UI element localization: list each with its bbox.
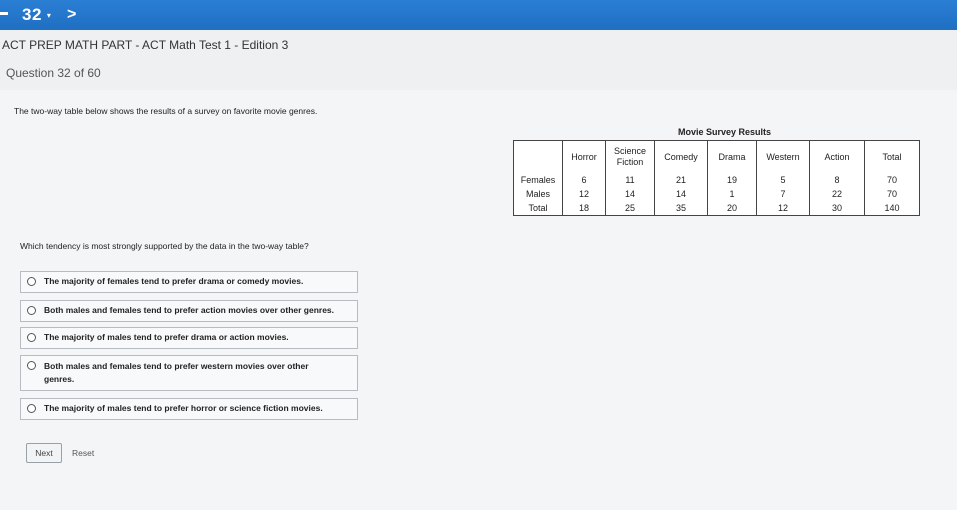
- column-header: Science Fiction: [606, 141, 655, 174]
- answer-option-label: Both males and females tend to prefer action movies over other genres.: [44, 305, 335, 315]
- two-way-table: [513, 140, 920, 216]
- question-progress: Question 32 of 60: [6, 66, 101, 80]
- table-cell: 18: [563, 201, 606, 216]
- table-cell: 6: [563, 173, 606, 187]
- assignment-header: [0, 30, 957, 90]
- column-header: Total: [865, 141, 920, 174]
- column-header: Western: [757, 141, 810, 174]
- answer-option-a[interactable]: [20, 271, 358, 293]
- radio-icon[interactable]: [27, 404, 36, 413]
- table-cell: 19: [708, 173, 757, 187]
- table-cell: 30: [810, 201, 865, 216]
- table-cell: 70: [865, 173, 920, 187]
- question-prompt: The two-way table below shows the results of a survey on favorite movie genres.: [14, 106, 318, 116]
- table-title: Movie Survey Results: [678, 127, 772, 137]
- answer-option-label: The majority of males tend to prefer drama or action movies.: [44, 332, 289, 342]
- table-cell: 25: [606, 201, 655, 216]
- table-cell: 140: [865, 201, 920, 216]
- answer-option-b[interactable]: [20, 300, 358, 322]
- table-corner-cell: [514, 141, 563, 174]
- reset-button[interactable]: Reset: [72, 448, 95, 458]
- row-label: Females: [514, 173, 563, 187]
- answer-option-label: The majority of females tend to prefer drama or comedy movies.: [44, 276, 304, 286]
- table-cell: 70: [865, 187, 920, 201]
- top-nav-bar: [0, 0, 957, 30]
- row-label: Males: [514, 187, 563, 201]
- answer-option-e[interactable]: [20, 398, 358, 420]
- radio-icon[interactable]: [27, 333, 36, 342]
- table-cell: 1: [708, 187, 757, 201]
- column-header: Drama: [708, 141, 757, 174]
- table-cell: 35: [655, 201, 708, 216]
- table-cell: 22: [810, 187, 865, 201]
- table-cell: 14: [606, 187, 655, 201]
- answer-option-d[interactable]: [20, 355, 358, 391]
- table-cell: 5: [757, 173, 810, 187]
- answer-option-label: Both males and females tend to prefer western movies over other genres.: [44, 361, 309, 384]
- answer-option-label: The majority of males tend to prefer horror or science fiction movies.: [44, 403, 323, 413]
- radio-icon[interactable]: [27, 306, 36, 315]
- next-button[interactable]: Next: [26, 443, 62, 463]
- table-cell: 14: [655, 187, 708, 201]
- column-header: Action: [810, 141, 865, 174]
- next-question-arrow-icon[interactable]: >: [66, 6, 77, 23]
- column-header: Comedy: [655, 141, 708, 174]
- column-header: Horror: [563, 141, 606, 174]
- answer-option-c[interactable]: [20, 327, 358, 349]
- radio-icon[interactable]: [27, 277, 36, 286]
- back-indicator-icon[interactable]: [0, 12, 8, 15]
- table-cell: 7: [757, 187, 810, 201]
- table-cell: 21: [655, 173, 708, 187]
- table-cell: 20: [708, 201, 757, 216]
- course-title: ACT PREP MATH PART - ACT Math Test 1 - Edition 3: [2, 38, 289, 52]
- radio-icon[interactable]: [27, 361, 36, 370]
- table-row: [514, 173, 920, 187]
- question-content: [0, 90, 957, 510]
- table-cell: 8: [810, 173, 865, 187]
- question-number[interactable]: 32: [22, 5, 42, 24]
- question-text: Which tendency is most strongly supported by the data in the two-way table?: [20, 241, 309, 251]
- table-cell: 12: [563, 187, 606, 201]
- chevron-down-icon[interactable]: ▾: [46, 10, 51, 20]
- table-header-row: [514, 141, 920, 174]
- table-row: [514, 187, 920, 201]
- table-cell: 11: [606, 173, 655, 187]
- table-cell: 12: [757, 201, 810, 216]
- table-row: [514, 201, 920, 216]
- row-label: Total: [514, 201, 563, 216]
